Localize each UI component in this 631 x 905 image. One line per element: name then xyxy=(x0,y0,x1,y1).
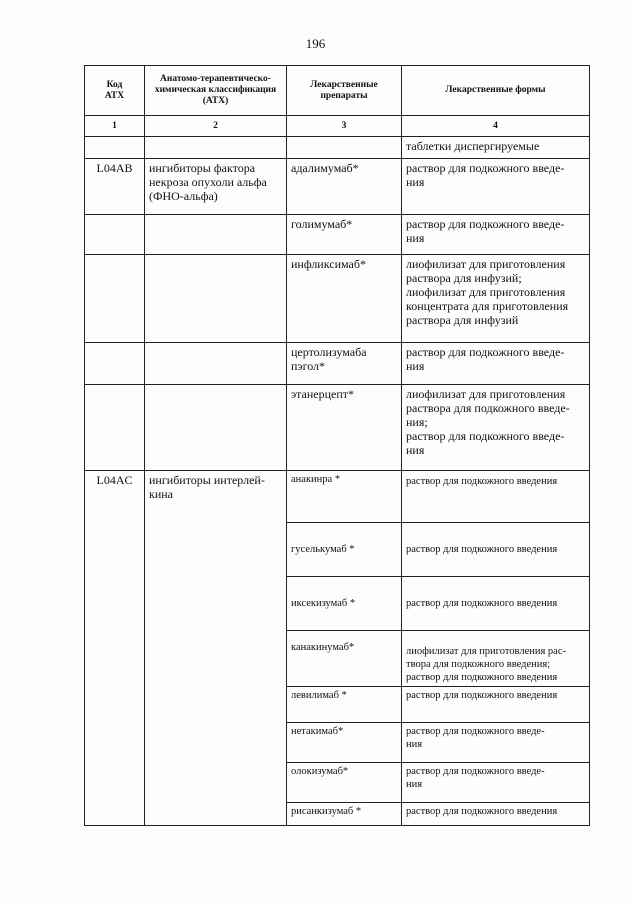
atx-code-cell: L04AC xyxy=(85,471,145,826)
header-code: Код АТХ xyxy=(85,66,145,116)
drug-cell: олокизумаб* xyxy=(287,763,402,803)
drug-cell: анакинра * xyxy=(287,471,402,523)
classification-cell xyxy=(145,343,287,385)
classification-cell xyxy=(145,137,287,159)
drug-cell xyxy=(287,137,402,159)
drug-cell: левилимаб * xyxy=(287,687,402,723)
drug-cell: гуселькумаб * xyxy=(287,523,402,577)
dosage-form-cell: раствор для подкожного введе- ния xyxy=(402,343,590,385)
dosage-form-cell: таблетки диспергируемые xyxy=(402,137,590,159)
dosage-form-cell: раствор для подкожного введе- ния xyxy=(402,763,590,803)
header-drugs: Лекарственные препараты xyxy=(287,66,402,116)
dosage-form-cell: раствор для подкожного введе- ния xyxy=(402,215,590,255)
atx-code-cell xyxy=(85,215,145,255)
drug-cell: голимумаб* xyxy=(287,215,402,255)
table-row xyxy=(85,385,590,471)
page-number: 196 xyxy=(305,36,326,51)
table-row xyxy=(85,471,590,523)
dosage-form-cell: лиофилизат для приготовления раствора для инфузий; лиофилизат для приготовления концентрата для приготовления раствора для инфузий xyxy=(402,255,590,343)
drug-cell: рисанкизумаб * xyxy=(287,803,402,826)
dosage-form-cell: раствор для подкожного введения xyxy=(402,523,590,577)
classification-cell xyxy=(145,215,287,255)
drug-cell: адалимумаб* xyxy=(287,159,402,215)
drug-cell: этанерцепт* xyxy=(287,385,402,471)
atx-code-cell xyxy=(85,385,145,471)
atx-code-cell: L04AB xyxy=(85,159,145,215)
drug-cell: иксекизумаб * xyxy=(287,577,402,631)
dosage-form-cell: раствор для подкожного введения xyxy=(402,687,590,723)
dosage-form-cell: раствор для подкожного введе- ния xyxy=(402,723,590,763)
header-classification: Анатомо-терапевтическо- химическая классификация (АТХ) xyxy=(145,66,287,116)
atx-table xyxy=(84,65,590,826)
column-number: 1 xyxy=(85,116,145,137)
drug-cell: нетакимаб* xyxy=(287,723,402,763)
classification-cell: ингибиторы фактора некроза опухоли альфа (ФНО-альфа) xyxy=(145,159,287,215)
table-row xyxy=(85,159,590,215)
atx-code-cell xyxy=(85,137,145,159)
table-row xyxy=(85,255,590,343)
column-number: 2 xyxy=(145,116,287,137)
drug-cell: инфликсимаб* xyxy=(287,255,402,343)
classification-cell xyxy=(145,385,287,471)
dosage-form-cell: раствор для подкожного введения xyxy=(402,471,590,523)
atx-code-cell xyxy=(85,343,145,385)
column-number-row xyxy=(85,116,590,137)
classification-cell xyxy=(145,255,287,343)
column-number: 4 xyxy=(402,116,590,137)
drug-cell: канакинумаб* xyxy=(287,631,402,687)
atx-code-cell xyxy=(85,255,145,343)
classification-cell: ингибиторы интерлей- кина xyxy=(145,471,287,826)
header-row xyxy=(85,66,590,116)
header-forms: Лекарственные формы xyxy=(402,66,590,116)
column-number: 3 xyxy=(287,116,402,137)
dosage-form-cell: лиофилизат для приготовления раствора для подкожного введе- ния; раствор для подкожного введе- ния xyxy=(402,385,590,471)
drug-cell: цертолизумаба пэгол* xyxy=(287,343,402,385)
table-row xyxy=(85,343,590,385)
dosage-form-cell: раствор для подкожного введе- ния xyxy=(402,159,590,215)
dosage-form-cell: раствор для подкожного введения xyxy=(402,803,590,826)
dosage-form-cell: раствор для подкожного введения xyxy=(402,577,590,631)
table-row xyxy=(85,137,590,159)
table-row xyxy=(85,215,590,255)
dosage-form-cell: лиофилизат для приготовления рас- твора для подкожного введения; раствор для подкожного введения xyxy=(402,631,590,687)
